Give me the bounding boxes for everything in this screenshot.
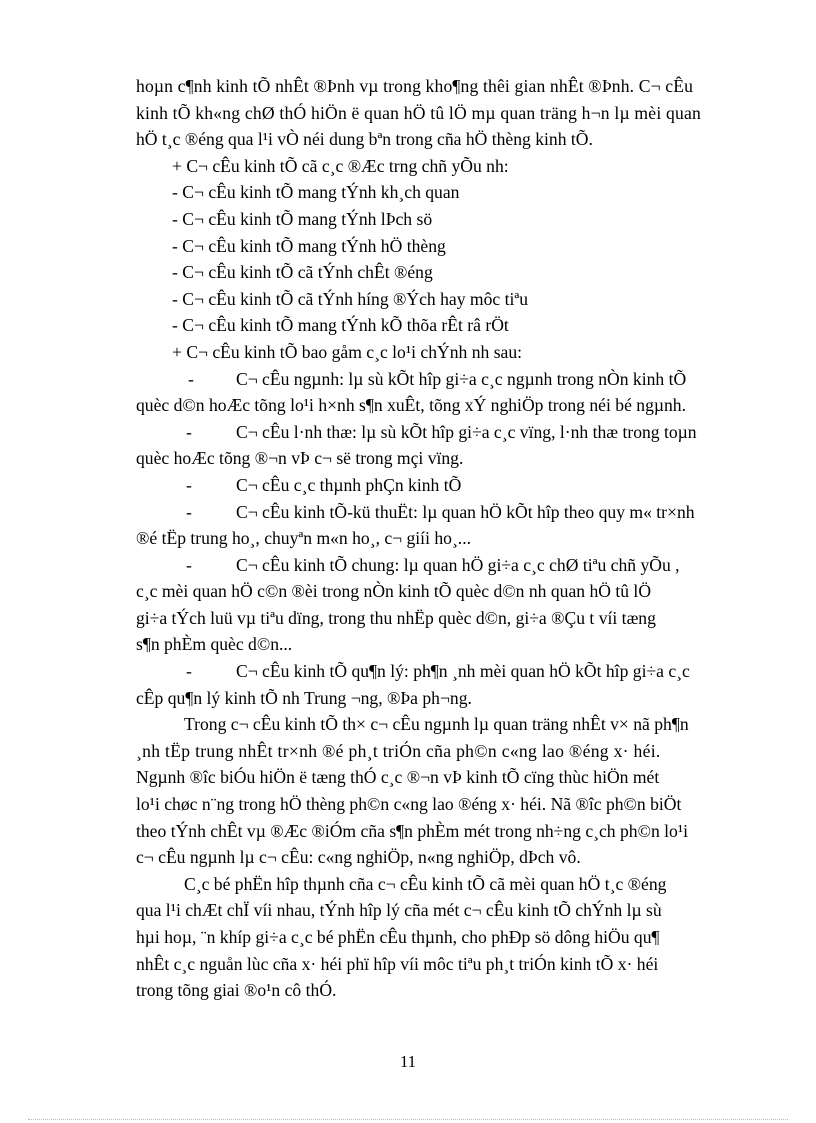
text-line: - C¬ cÊu l·nh thæ: lµ sù kÕt hîp gi÷a c¸c vïng, l·nh thæ trong toµn: [186, 421, 697, 442]
list-item-text: C¬ cÊu kinh tÕ-kü thuËt: lµ quan hÖ kÕt hîp theo quy m« tr×nh: [236, 501, 695, 522]
text-line: hoµn c¶nh kinh tÕ nhÊt ®Þnh vµ trong kho¶ng thêi gian nhÊt ®Þnh. C¬ cÊu: [136, 76, 694, 96]
text-line: Ngµnh ®îc biÓu hiÖn ë tæng thÓ c¸c ®¬n vÞ kinh tÕ cïng thùc hiÖn mét: [136, 767, 660, 788]
text-line: quèc d©n hoÆc tõng lo¹i h×nh s¶n xuÊt, tõng xÝ nghiÖp trong néi bé ngµnh.: [136, 395, 687, 416]
text-line: - C¬ cÊu kinh tÕ-kü thuËt: lµ quan hÖ kÕt hîp theo quy m« tr×nh: [186, 501, 695, 522]
text-line: c¸c mèi quan hÖ c©n ®èi trong nÒn kinh tÕ quèc d©n nh quan hÖ tû lÖ: [136, 581, 652, 602]
text-line: - C¬ cÊu ngµnh: lµ sù kÕt hîp gi÷a c¸c ngµnh trong nÒn kinh tÕ: [188, 368, 687, 389]
text-line: - C¬ cÊu kinh tÕ mang tÝnh hÖ thèng: [172, 235, 446, 256]
text-line: lo¹i chøc n¨ng trong hÖ thèng ph©n c«ng lao ®éng x· héi. Nã ®îc ph©n biÖt: [136, 794, 682, 815]
text-line: Trong c¬ cÊu kinh tÕ th× c¬ cÊu ngµnh lµ quan träng nhÊt v× nã ph¶n: [184, 714, 689, 735]
text-line: hµi hoµ, ¨n khíp gi÷a c¸c bé phËn cÊu thµnh, cho phÐp sö dông hiÖu qu¶: [136, 927, 660, 947]
list-item-text: C¬ cÊu kinh tÕ qu¶n lý: ph¶n ¸nh mèi quan hÖ kÕt hîp gi÷a c¸c: [236, 661, 690, 682]
text-line: C¸c bé phËn hîp thµnh cña c¬ cÊu kinh tÕ cã mèi quan hÖ t¸c ®éng: [184, 873, 667, 894]
text-line: - C¬ cÊu kinh tÕ mang tÝnh kh¸ch quan: [172, 182, 460, 203]
text-line: hÖ t¸c ®éng qua l¹i vÒ néi dung bªn trong cña hÖ thèng kinh tÕ.: [136, 129, 593, 150]
text-line: trong tõng giai ®o¹n cô thÓ.: [136, 980, 337, 1001]
list-item-text: C¬ cÊu kinh tÕ chung: lµ quan hÖ gi÷a c¸c chØ tiªu chñ yÕu ,: [236, 554, 680, 575]
text-line: theo tÝnh chÊt vµ ®Æc ®iÓm cña s¶n phÈm mét trong nh÷ng c¸ch ph©n lo¹i: [136, 820, 688, 841]
text-line: - C¬ cÊu c¸c thµnh phÇn kinh tÕ: [186, 474, 462, 495]
body-text: [136, 73, 738, 1004]
text-line: gi÷a tÝch luü vµ tiªu dïng, trong thu nhËp quèc d©n, gi÷a ®Çu t víi tæng: [136, 607, 656, 628]
text-line: - C¬ cÊu kinh tÕ qu¶n lý: ph¶n ¸nh mèi quan hÖ kÕt hîp gi÷a c¸c: [186, 661, 690, 682]
text-line: - C¬ cÊu kinh tÕ mang tÝnh kÕ thõa rÊt râ rÖt: [172, 315, 509, 336]
text-line: nhÊt c¸c nguån lùc cña x· héi phï hîp víi môc tiªu ph¸t triÓn kinh tÕ x· héi: [136, 953, 659, 974]
text-line: kinh tÕ kh«ng chØ thÓ hiÖn ë quan hÖ tû lÖ mµ quan träng h¬n lµ mèi quan: [136, 102, 702, 123]
text-line: + C¬ cÊu kinh tÕ bao gåm c¸c lo¹i chÝnh nh sau:: [172, 341, 523, 362]
text-line: s¶n phÈm quèc d©n...: [136, 634, 293, 655]
text-line: ¸nh tËp trung nhÊt tr×nh ®é ph¸t triÓn cña ph©n c«ng lao ®éng x· héi.: [136, 740, 661, 761]
page-number: 11: [399, 1052, 417, 1071]
text-line: - C¬ cÊu kinh tÕ cã tÝnh chÊt ®éng: [172, 262, 433, 283]
list-item-text: C¬ cÊu ngµnh: lµ sù kÕt hîp gi÷a c¸c ngµnh trong nÒn kinh tÕ: [236, 368, 687, 389]
text-line: qua l¹i chÆt chÏ víi nhau, tÝnh hîp lý cña mét c¬ cÊu kinh tÕ chÝnh lµ sù: [136, 900, 662, 921]
page-bottom-divider: [28, 1119, 788, 1120]
list-item-text: C¬ cÊu c¸c thµnh phÇn kinh tÕ: [236, 474, 462, 495]
text-line: c¬ cÊu ngµnh lµ c¬ cÊu: c«ng nghiÖp, n«ng nghiÖp, dÞch vô.: [136, 847, 581, 868]
text-line: - C¬ cÊu kinh tÕ cã tÝnh híng ®Ých hay môc tiªu: [172, 288, 529, 309]
text-line: - C¬ cÊu kinh tÕ chung: lµ quan hÖ gi÷a c¸c chØ tiªu chñ yÕu ,: [186, 554, 680, 575]
text-line: cÊp qu¶n lý kinh tÕ nh Trung ¬ng, ®Þa ph¬ng.: [136, 687, 472, 708]
list-item-text: C¬ cÊu l·nh thæ: lµ sù kÕt hîp gi÷a c¸c vïng, l·nh thæ trong toµn: [236, 421, 697, 442]
text-line: + C¬ cÊu kinh tÕ cã c¸c ®Æc trng chñ yÕu nh:: [172, 155, 509, 176]
text-line: - C¬ cÊu kinh tÕ mang tÝnh lÞch sö: [172, 208, 433, 229]
text-line: quèc hoÆc tõng ®¬n vÞ c¬ së trong mçi vïng.: [136, 448, 464, 469]
text-line: ®é tËp trung ho¸, chuyªn m«n ho¸, c¬ giíi ho¸...: [136, 528, 472, 549]
